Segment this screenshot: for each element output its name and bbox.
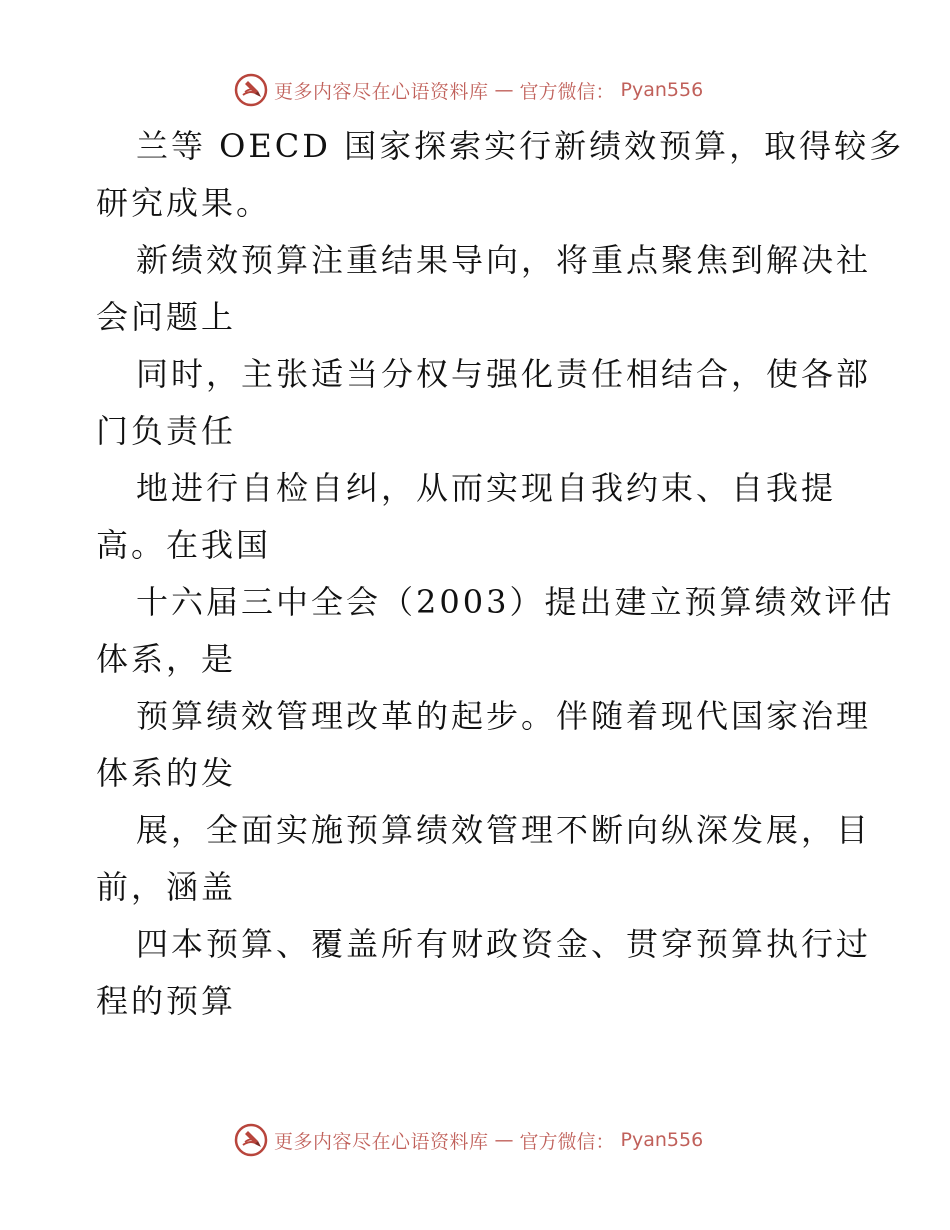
watermark-separator: — [494,79,514,101]
text-line: 预算绩效管理改革的起步。伴随着现代国家治理 [136,697,872,735]
text-line: 十六届三中全会（2003）提出建立预算绩效评估 [136,583,895,621]
text-line: 体系的发 [96,754,237,792]
book-pen-logo-icon [234,1123,268,1157]
watermark-brand: 更多内容尽在心语资料库 [274,1130,489,1153]
text-line: 会问题上 [96,298,237,336]
text-line: 前，涵盖 [96,868,237,906]
watermark-separator: — [494,1129,514,1151]
text-line: 门负责任 [96,412,237,450]
header-watermark [234,71,703,109]
text-line: 兰等 OECD 国家探索实行新绩效预算，取得较多 [136,127,905,165]
watermark-wechat-label: 官方微信： [519,80,615,103]
watermark-wechat-id: Pyan556 [620,1129,704,1151]
footer-watermark [234,1121,703,1159]
document-body [96,118,905,1030]
watermark-wechat-id: Pyan556 [620,79,704,101]
text-line: 四本预算、覆盖所有财政资金、贯穿预算执行过 [136,925,872,963]
text-line: 高。在我国 [96,526,272,564]
watermark-brand: 更多内容尽在心语资料库 [274,80,489,103]
text-line: 同时，主张适当分权与强化责任相结合，使各部 [136,355,872,393]
watermark-wechat-label: 官方微信： [519,1130,615,1153]
text-line: 程的预算 [96,982,237,1020]
text-line: 地进行自检自纠，从而实现自我约束、自我提 [136,469,837,507]
text-line: 体系，是 [96,640,237,678]
text-line: 研究成果。 [96,184,272,222]
book-pen-logo-icon [234,73,268,107]
text-line: 新绩效预算注重结果导向，将重点聚焦到解决社 [136,241,872,279]
text-line: 展，全面实施预算绩效管理不断向纵深发展，目 [136,811,872,849]
